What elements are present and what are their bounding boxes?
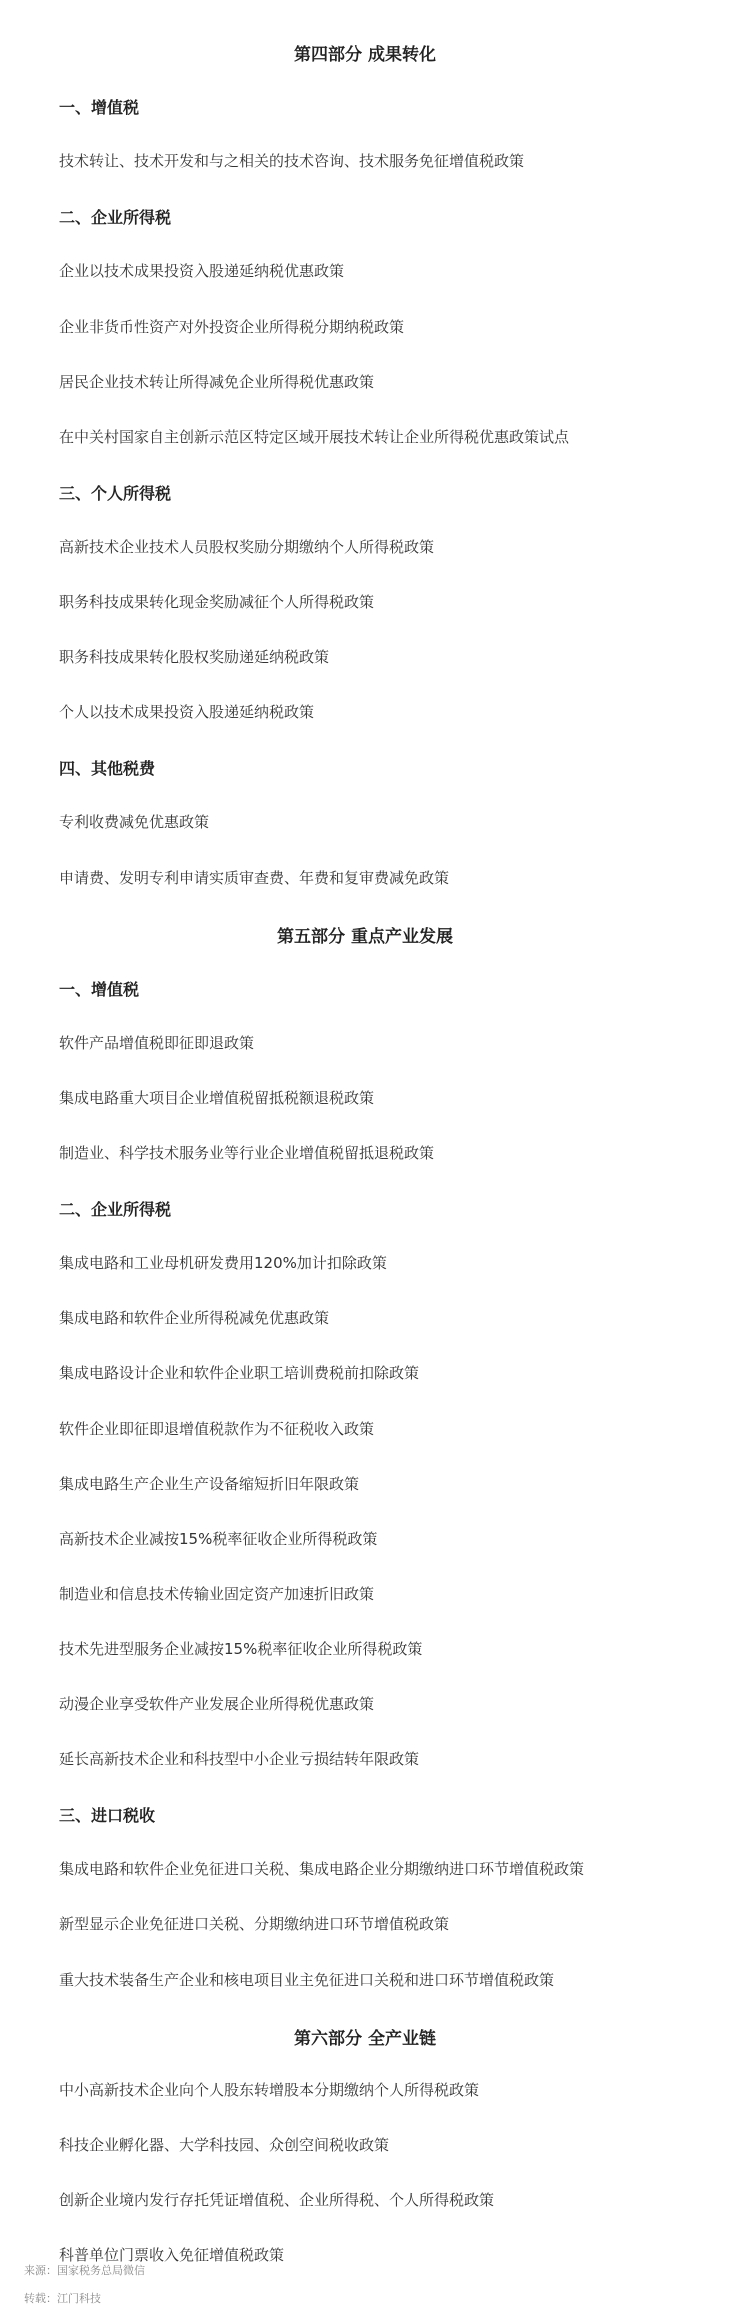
policy-item: 专利收费减免优惠政策 <box>59 813 210 831</box>
policy-item: 集成电路设计企业和软件企业职工培训费税前扣除政策 <box>59 1364 420 1382</box>
policy-item: 高新技术企业减按15%税率征收企业所得税政策 <box>59 1530 378 1548</box>
policy-item: 科技企业孵化器、大学科技园、众创空间税收政策 <box>59 2136 390 2154</box>
source-note: 来源：国家税务总局微信 <box>24 2264 145 2277</box>
policy-item: 申请费、发明专利申请实质审查费、年费和复审费减免政策 <box>59 869 450 887</box>
policy-item: 制造业和信息技术传输业固定资产加速折旧政策 <box>59 1585 375 1603</box>
policy-item: 软件企业即征即退增值税款作为不征税收入政策 <box>59 1420 375 1438</box>
policy-item: 个人以技术成果投资入股递延纳税政策 <box>59 703 315 721</box>
part-heading: 第五部分 重点产业发展 <box>277 927 453 947</box>
policy-item: 职务科技成果转化股权奖励递延纳税政策 <box>59 648 330 666</box>
repost-note: 转载：江门科技 <box>24 2292 101 2305</box>
policy-item: 动漫企业享受软件产业发展企业所得税优惠政策 <box>59 1695 375 1713</box>
policy-item: 集成电路重大项目企业增值税留抵税额退税政策 <box>59 1089 375 1107</box>
section-heading: 三、进口税收 <box>59 1806 156 1825</box>
policy-item: 中小高新技术企业向个人股东转增股本分期缴纳个人所得税政策 <box>59 2081 480 2099</box>
section-heading: 一、增值税 <box>59 980 140 999</box>
policy-item: 科普单位门票收入免征增值税政策 <box>59 2246 285 2264</box>
policy-item: 高新技术企业技术人员股权奖励分期缴纳个人所得税政策 <box>59 538 435 556</box>
section-heading: 二、企业所得税 <box>59 1200 172 1219</box>
section-heading: 三、个人所得税 <box>59 484 172 503</box>
policy-item: 延长高新技术企业和科技型中小企业亏损结转年限政策 <box>59 1750 420 1768</box>
policy-item: 职务科技成果转化现金奖励减征个人所得税政策 <box>59 593 375 611</box>
policy-item: 在中关村国家自主创新示范区特定区域开展技术转让企业所得税优惠政策试点 <box>59 428 570 446</box>
section-heading: 二、企业所得税 <box>59 208 172 227</box>
policy-item: 集成电路和工业母机研发费用120%加计扣除政策 <box>59 1254 387 1272</box>
policy-item: 集成电路和软件企业所得税减免优惠政策 <box>59 1309 330 1327</box>
section-heading: 一、增值税 <box>59 98 140 117</box>
policy-item: 制造业、科学技术服务业等行业企业增值税留抵退税政策 <box>59 1144 435 1162</box>
policy-item: 软件产品增值税即征即退政策 <box>59 1034 255 1052</box>
part-heading: 第六部分 全产业链 <box>294 2029 436 2049</box>
part-heading: 第四部分 成果转化 <box>294 45 436 65</box>
policy-item: 创新企业境内发行存托凭证增值税、企业所得税、个人所得税政策 <box>59 2191 495 2209</box>
policy-item: 企业以技术成果投资入股递延纳税优惠政策 <box>59 262 345 280</box>
policy-item: 技术先进型服务企业减按15%税率征收企业所得税政策 <box>59 1640 423 1658</box>
policy-item: 重大技术装备生产企业和核电项目业主免征进口关税和进口环节增值税政策 <box>59 1971 555 1989</box>
policy-item: 居民企业技术转让所得减免企业所得税优惠政策 <box>59 373 375 391</box>
section-heading: 四、其他税费 <box>59 759 156 778</box>
policy-item: 企业非货币性资产对外投资企业所得税分期纳税政策 <box>59 318 405 336</box>
policy-item: 集成电路和软件企业免征进口关税、集成电路企业分期缴纳进口环节增值税政策 <box>59 1860 585 1878</box>
policy-item: 集成电路生产企业生产设备缩短折旧年限政策 <box>59 1475 360 1493</box>
policy-item: 新型显示企业免征进口关税、分期缴纳进口环节增值税政策 <box>59 1915 450 1933</box>
policy-item: 技术转让、技术开发和与之相关的技术咨询、技术服务免征增值税政策 <box>59 152 525 170</box>
